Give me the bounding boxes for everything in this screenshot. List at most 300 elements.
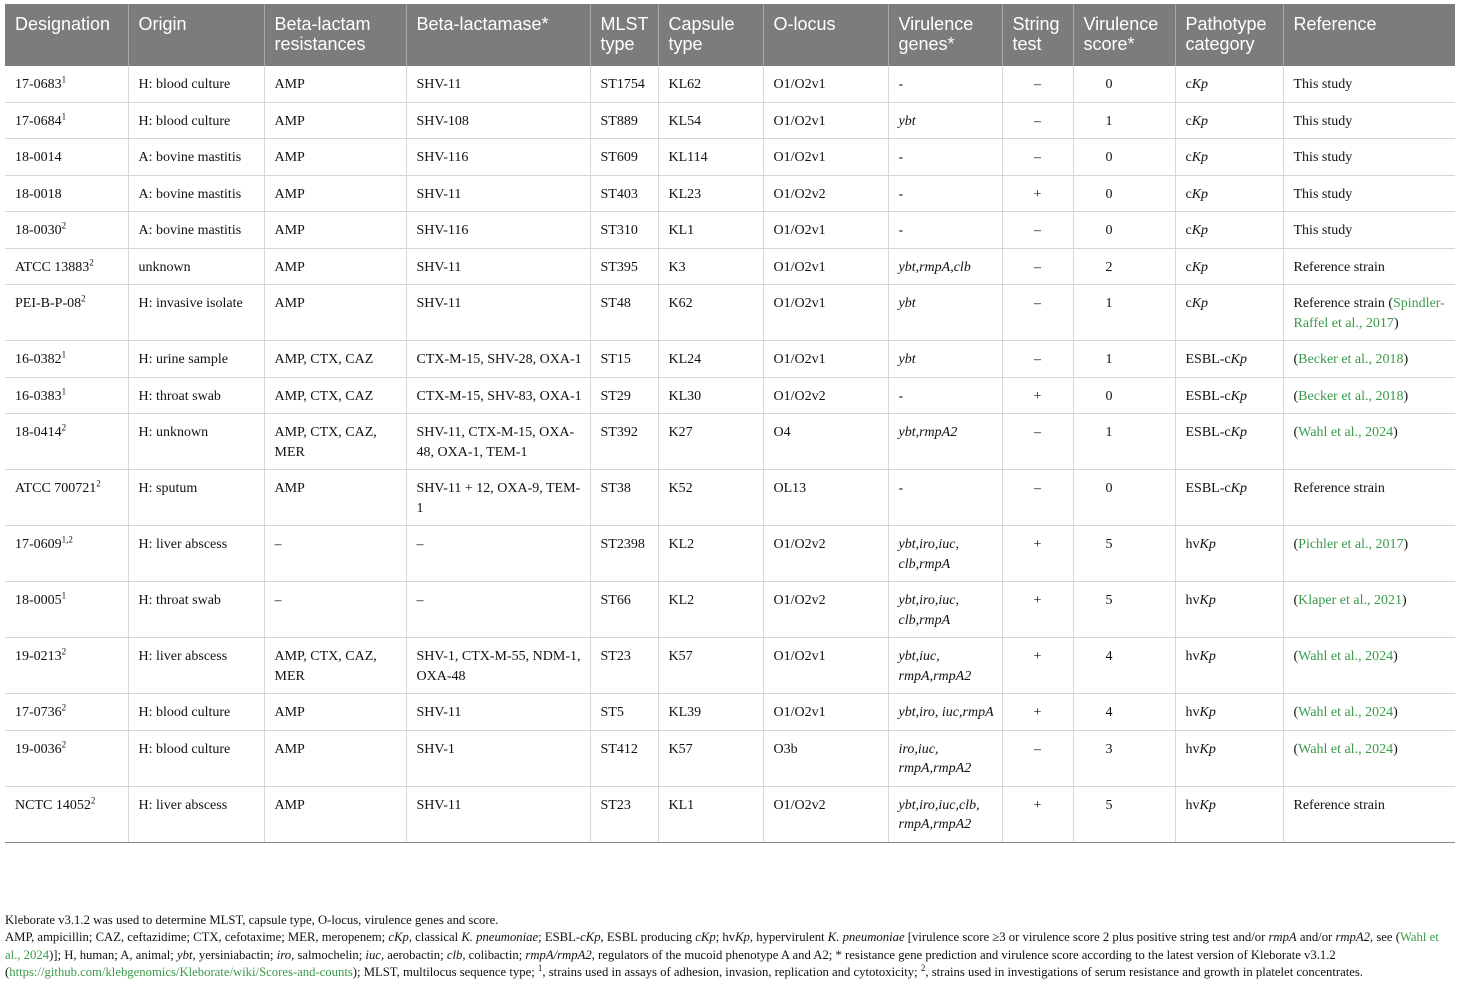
table-row — [5, 786, 1455, 842]
origin-cell: H: liver abscess — [128, 786, 264, 842]
pathotype-prefix: c — [1185, 259, 1192, 275]
virulence-genes-text: - — [898, 388, 904, 404]
mlst-cell: ST5 — [590, 694, 658, 731]
reference-link[interactable]: Becker et al., 2018 — [1298, 352, 1404, 367]
pathotype-cell — [1175, 377, 1283, 414]
designation-footnote-mark: 2 — [61, 422, 67, 433]
reference-cell — [1283, 470, 1455, 526]
pathotype-cell — [1175, 175, 1283, 212]
virulence-score-cell: 2 — [1073, 248, 1175, 285]
capsule-cell: K52 — [658, 470, 763, 526]
mlst-cell: ST29 — [590, 377, 658, 414]
o-locus-cell: O1/O2v2 — [763, 377, 888, 414]
virulence-score-cell: 1 — [1073, 341, 1175, 378]
pathotype-prefix: hv — [1185, 593, 1200, 608]
reference-link[interactable]: Klaper et al., 2021 — [1298, 593, 1402, 608]
designation-footnote-mark: 2 — [90, 794, 96, 805]
mlst-cell: ST889 — [590, 102, 658, 139]
pathotype-cell — [1175, 526, 1283, 582]
o-locus-cell: O1/O2v2 — [763, 582, 888, 638]
pathotype-kp: Kp — [1199, 797, 1216, 813]
mlst-cell: ST66 — [590, 582, 658, 638]
pathotype-kp: Kp — [1191, 150, 1209, 165]
designation-text: 19-0036 — [15, 741, 62, 757]
reference-prefix: ( — [1293, 649, 1299, 664]
virulence-genes-text: iro,iuc, rmpA,rmpA2 — [898, 741, 972, 776]
virulence-genes-text: - — [898, 150, 904, 165]
virulence-genes-text: ybt,rmpA,clb — [898, 259, 971, 275]
pathotype-prefix: ESBL-c — [1185, 425, 1231, 440]
designation-cell — [5, 66, 128, 102]
pathotype-cell — [1175, 414, 1283, 470]
table-row — [5, 66, 1455, 102]
virulence-score-cell: 0 — [1073, 377, 1175, 414]
virulence-score-cell: 3 — [1073, 730, 1175, 786]
capsule-cell: K57 — [658, 638, 763, 694]
designation-cell — [5, 526, 128, 582]
designation-text: 18-0014 — [15, 150, 62, 165]
virulence-genes-text: ybt — [898, 352, 916, 367]
string-test-cell: – — [1002, 66, 1073, 102]
designation-footnote-mark: 2 — [96, 478, 101, 489]
resistance-cell: – — [264, 526, 406, 582]
beta-lactamase-cell: – — [406, 526, 590, 582]
o-locus-cell: O1/O2v1 — [763, 638, 888, 694]
mlst-cell: ST609 — [590, 139, 658, 176]
resistance-cell: AMP, CTX, CAZ — [264, 341, 406, 378]
capsule-cell: K27 — [658, 414, 763, 470]
pathotype-kp: Kp — [1230, 388, 1247, 404]
beta-lactamase-cell: SHV-1, CTX-M-55, NDM-1, OXA-48 — [406, 638, 590, 694]
reference-link[interactable]: Wahl et al., 2024 — [1298, 425, 1394, 440]
table-footnotes — [5, 912, 1455, 982]
reference-suffix: Reference strain — [1293, 481, 1385, 496]
origin-cell: A: bovine mastitis — [128, 175, 264, 212]
pathotype-cell — [1175, 66, 1283, 102]
pathotype-cell — [1175, 285, 1283, 341]
header-row — [5, 4, 1455, 66]
origin-cell: H: invasive isolate — [128, 285, 264, 341]
reference-cell — [1283, 212, 1455, 249]
mlst-cell: ST15 — [590, 341, 658, 378]
pathotype-kp: Kp — [1191, 113, 1209, 129]
o-locus-cell: O1/O2v1 — [763, 341, 888, 378]
reference-link[interactable]: Wahl et al., 2024 — [1298, 649, 1394, 664]
reference-cell — [1283, 248, 1455, 285]
pathotype-kp: Kp — [1191, 296, 1209, 311]
mlst-cell: ST403 — [590, 175, 658, 212]
origin-cell: H: unknown — [128, 414, 264, 470]
pathotype-cell — [1175, 786, 1283, 842]
virulence-score-cell: 1 — [1073, 285, 1175, 341]
pathotype-prefix: hv — [1185, 705, 1200, 720]
virulence-genes-text: ybt,iro,iuc, clb,rmpA — [898, 593, 960, 628]
designation-cell — [5, 470, 128, 526]
reference-cell — [1283, 102, 1455, 139]
string-test-cell: + — [1002, 175, 1073, 212]
column-header: Beta-lactamase* — [406, 4, 590, 66]
resistance-cell: AMP — [264, 175, 406, 212]
reference-link[interactable]: Becker et al., 2018 — [1298, 388, 1404, 404]
designation-cell — [5, 341, 128, 378]
pathotype-kp: Kp — [1191, 223, 1209, 238]
virulence-genes-text: ybt,iuc, rmpA,rmpA2 — [898, 649, 972, 684]
pathotype-prefix: c — [1185, 113, 1192, 129]
capsule-cell: KL23 — [658, 175, 763, 212]
pathotype-prefix: hv — [1185, 649, 1200, 664]
designation-footnote-mark: 1 — [61, 385, 67, 396]
table-row — [5, 582, 1455, 638]
resistance-cell: AMP — [264, 102, 406, 139]
designation-text: 18-0030 — [15, 223, 62, 238]
footnote-line-1: Kleborate v3.1.2 was used to determine MLST, capsule type, O-locus, virulence genes and score. — [5, 913, 499, 927]
capsule-cell: K57 — [658, 730, 763, 786]
pathotype-kp: Kp — [1191, 259, 1209, 275]
designation-text: NCTC 14052 — [15, 797, 91, 813]
virulence-genes-cell — [888, 582, 1002, 638]
footnote-line-2: AMP, ampicillin; CAZ, ceftazidime; CTX, cefotaxime; MER, meropenem; cKp, classical K. pneumoniae; ESBL-cKp, ESBL producing cKp; hvKp, hypervirulent K. pneumoniae [virulence score ≥3 or virulence score 2 plus positive string test and/or rmpA and/or rmpA2, see (Wahl et al., 2024)]; H, human; A, animal; ybt, yersiniabactin; iro, salmochelin; iuc, aerobactin; clb, colibactin; rmpA/rmpA2, regulators of the mucoid phenotype A and A2; * resistance gene prediction and virulence score according to the latest version of Kleborate v3.1.2 (https://github.com/klebgenomics/Kleborate/wiki/Scores-and-counts); MLST, multilocus sequence type; $^1$, strains used in assays of adhesion, invasion, replication and cytotoxicity; $^2$, strains used in investigations of serum resistance and growth in platelet concentrates. — [5, 930, 1439, 980]
pathotype-cell — [1175, 638, 1283, 694]
resistance-cell: AMP — [264, 212, 406, 249]
o-locus-cell: O1/O2v1 — [763, 694, 888, 731]
reference-link[interactable]: Spindler-Raffel et al., 2017 — [1293, 296, 1445, 331]
origin-cell: H: throat swab — [128, 582, 264, 638]
virulence-genes-cell — [888, 470, 1002, 526]
mlst-cell: ST48 — [590, 285, 658, 341]
mlst-cell: ST23 — [590, 786, 658, 842]
reference-suffix: ) — [1401, 593, 1407, 608]
string-test-cell: – — [1002, 102, 1073, 139]
virulence-genes-text: ybt,iro,iuc, clb,rmpA — [898, 537, 960, 572]
reference-cell — [1283, 377, 1455, 414]
capsule-cell: KL114 — [658, 139, 763, 176]
beta-lactamase-cell: SHV-11 + 12, OXA-9, TEM-1 — [406, 470, 590, 526]
beta-lactamase-cell: CTX-M-15, SHV-83, OXA-1 — [406, 377, 590, 414]
o-locus-cell: O1/O2v2 — [763, 175, 888, 212]
virulence-score-cell: 0 — [1073, 212, 1175, 249]
designation-text: 17-0609 — [15, 537, 62, 552]
virulence-score-cell: 1 — [1073, 102, 1175, 139]
reference-cell — [1283, 582, 1455, 638]
virulence-genes-cell — [888, 285, 1002, 341]
reference-suffix: This study — [1293, 150, 1353, 165]
reference-suffix: This study — [1293, 186, 1353, 202]
designation-footnote-mark: 2 — [61, 702, 67, 713]
pathotype-prefix: hv — [1185, 537, 1200, 552]
o-locus-cell: O1/O2v1 — [763, 66, 888, 102]
column-header: MLST type — [590, 4, 658, 66]
pathotype-kp: Kp — [1230, 352, 1247, 367]
virulence-score-cell: 0 — [1073, 139, 1175, 176]
designation-cell — [5, 377, 128, 414]
virulence-genes-text: ybt — [898, 296, 916, 311]
table-row — [5, 694, 1455, 731]
origin-cell: A: bovine mastitis — [128, 139, 264, 176]
virulence-genes-cell — [888, 66, 1002, 102]
origin-cell: H: blood culture — [128, 730, 264, 786]
designation-footnote-mark: 2 — [61, 646, 67, 657]
pathotype-prefix: c — [1185, 223, 1192, 238]
capsule-cell: KL30 — [658, 377, 763, 414]
reference-suffix: ) — [1393, 705, 1398, 720]
resistance-cell: AMP — [264, 248, 406, 285]
reference-cell — [1283, 638, 1455, 694]
column-header: Reference — [1283, 4, 1455, 66]
virulence-genes-cell — [888, 212, 1002, 249]
designation-text: 18-0414 — [15, 425, 62, 440]
mlst-cell: ST412 — [590, 730, 658, 786]
beta-lactamase-cell: SHV-11, CTX-M-15, OXA-48, OXA-1, TEM-1 — [406, 414, 590, 470]
designation-text: 17-0684 — [15, 113, 62, 129]
designation-text: 18-0005 — [15, 593, 62, 608]
virulence-score-cell: 0 — [1073, 66, 1175, 102]
reference-prefix: ( — [1293, 352, 1299, 367]
string-test-cell: + — [1002, 638, 1073, 694]
string-test-cell: + — [1002, 694, 1073, 731]
virulence-genes-cell — [888, 414, 1002, 470]
table-row — [5, 212, 1455, 249]
pathotype-cell — [1175, 102, 1283, 139]
pathotype-kp: Kp — [1199, 705, 1216, 720]
reference-link[interactable]: Pichler et al., 2017 — [1298, 537, 1404, 552]
pathotype-prefix: ESBL-c — [1185, 352, 1231, 367]
reference-cell — [1283, 285, 1455, 341]
o-locus-cell: O1/O2v2 — [763, 526, 888, 582]
origin-cell: H: liver abscess — [128, 638, 264, 694]
beta-lactamase-cell: SHV-11 — [406, 786, 590, 842]
capsule-cell: KL62 — [658, 66, 763, 102]
virulence-score-cell: 4 — [1073, 638, 1175, 694]
capsule-cell: K62 — [658, 285, 763, 341]
pathotype-prefix: ESBL-c — [1185, 481, 1231, 496]
table-row — [5, 638, 1455, 694]
pathotype-cell — [1175, 470, 1283, 526]
o-locus-cell: O1/O2v1 — [763, 102, 888, 139]
designation-cell — [5, 212, 128, 249]
footnote-ref-link[interactable]: Wahl et al., 2024 — [5, 930, 1439, 962]
designation-text: 18-0018 — [15, 186, 62, 202]
designation-cell — [5, 694, 128, 731]
string-test-cell: + — [1002, 786, 1073, 842]
capsule-cell: KL2 — [658, 582, 763, 638]
beta-lactamase-cell: CTX-M-15, SHV-28, OXA-1 — [406, 341, 590, 378]
reference-link[interactable]: Wahl et al., 2024 — [1298, 741, 1394, 757]
virulence-genes-text: ybt,iro, iuc,rmpA — [898, 705, 994, 720]
string-test-cell: – — [1002, 341, 1073, 378]
reference-cell — [1283, 175, 1455, 212]
string-test-cell: – — [1002, 414, 1073, 470]
designation-footnote-mark: 1 — [61, 74, 67, 85]
designation-text: 17-0736 — [15, 705, 62, 720]
o-locus-cell: O1/O2v1 — [763, 248, 888, 285]
virulence-genes-cell — [888, 526, 1002, 582]
origin-cell: A: bovine mastitis — [128, 212, 264, 249]
resistance-cell: AMP — [264, 786, 406, 842]
pathotype-kp: Kp — [1191, 77, 1209, 92]
table-row — [5, 341, 1455, 378]
mlst-cell: ST2398 — [590, 526, 658, 582]
virulence-score-cell: 5 — [1073, 786, 1175, 842]
origin-cell: H: sputum — [128, 470, 264, 526]
pathotype-prefix: c — [1185, 186, 1192, 202]
column-header: O-locus — [763, 4, 888, 66]
reference-suffix: Reference strain — [1293, 259, 1385, 275]
mlst-cell: ST392 — [590, 414, 658, 470]
resistance-cell: AMP, CTX, CAZ — [264, 377, 406, 414]
table-container — [5, 4, 1455, 843]
pathotype-prefix: hv — [1185, 797, 1200, 813]
capsule-cell: K3 — [658, 248, 763, 285]
reference-link[interactable]: Wahl et al., 2024 — [1298, 705, 1394, 720]
o-locus-cell: O1/O2v1 — [763, 285, 888, 341]
reference-suffix: ) — [1403, 537, 1409, 552]
beta-lactamase-cell: SHV-11 — [406, 175, 590, 212]
beta-lactamase-cell: SHV-116 — [406, 212, 590, 249]
column-header: Beta-lactam resistances — [264, 4, 406, 66]
designation-text: ATCC 13883 — [15, 259, 90, 275]
column-header: Virulence score* — [1073, 4, 1175, 66]
table-row — [5, 730, 1455, 786]
column-header: String test — [1002, 4, 1073, 66]
reference-cell — [1283, 414, 1455, 470]
designation-footnote-mark: 2 — [81, 293, 86, 304]
virulence-genes-text: ybt,iro,iuc,clb, rmpA,rmpA2 — [898, 797, 980, 832]
pathotype-prefix: c — [1185, 77, 1192, 92]
pathotype-cell — [1175, 248, 1283, 285]
beta-lactamase-cell: SHV-108 — [406, 102, 590, 139]
pathotype-kp: Kp — [1199, 593, 1216, 608]
beta-lactamase-cell: SHV-116 — [406, 139, 590, 176]
string-test-cell: – — [1002, 470, 1073, 526]
virulence-score-cell: 5 — [1073, 582, 1175, 638]
reference-suffix: ) — [1393, 315, 1399, 331]
virulence-genes-cell — [888, 248, 1002, 285]
designation-cell — [5, 582, 128, 638]
resistance-cell: AMP, CTX, CAZ, MER — [264, 638, 406, 694]
o-locus-cell: O1/O2v1 — [763, 212, 888, 249]
virulence-genes-text: - — [898, 77, 904, 92]
designation-footnote-mark: 1 — [61, 349, 67, 360]
reference-suffix: ) — [1403, 352, 1409, 367]
table-row — [5, 139, 1455, 176]
designation-footnote-mark: 2 — [61, 220, 67, 231]
virulence-genes-cell — [888, 341, 1002, 378]
strain-table — [5, 4, 1455, 843]
pathotype-cell — [1175, 694, 1283, 731]
reference-cell — [1283, 730, 1455, 786]
designation-cell — [5, 248, 128, 285]
pathotype-cell — [1175, 730, 1283, 786]
virulence-genes-text: ybt — [898, 113, 916, 129]
designation-cell — [5, 285, 128, 341]
kleborate-url-link[interactable]: https://github.com/klebgenomics/Kleborate/wiki/Scores-and-counts — [9, 965, 353, 980]
reference-prefix: ( — [1293, 593, 1299, 608]
virulence-genes-text: - — [898, 481, 904, 496]
designation-footnote-mark: 1,2 — [61, 534, 73, 545]
reference-prefix: ( — [1293, 388, 1299, 404]
column-header: Capsule type — [658, 4, 763, 66]
reference-suffix: Reference strain — [1293, 797, 1385, 813]
designation-cell — [5, 102, 128, 139]
column-header: Pathotype category — [1175, 4, 1283, 66]
beta-lactamase-cell: SHV-1 — [406, 730, 590, 786]
origin-cell: H: blood culture — [128, 102, 264, 139]
pathotype-kp: Kp — [1199, 537, 1216, 552]
string-test-cell: – — [1002, 730, 1073, 786]
pathotype-cell — [1175, 139, 1283, 176]
reference-suffix: This study — [1293, 223, 1353, 238]
string-test-cell: + — [1002, 377, 1073, 414]
origin-cell: H: blood culture — [128, 66, 264, 102]
mlst-cell: ST23 — [590, 638, 658, 694]
table-body — [5, 66, 1455, 842]
mlst-cell: ST310 — [590, 212, 658, 249]
capsule-cell: KL2 — [658, 526, 763, 582]
string-test-cell: – — [1002, 212, 1073, 249]
resistance-cell: AMP — [264, 66, 406, 102]
pathotype-prefix: c — [1185, 296, 1192, 311]
designation-cell — [5, 175, 128, 212]
beta-lactamase-cell: SHV-11 — [406, 248, 590, 285]
designation-text: PEI-B-P-08 — [15, 296, 82, 311]
resistance-cell: – — [264, 582, 406, 638]
virulence-genes-cell — [888, 102, 1002, 139]
designation-footnote-mark: 2 — [61, 738, 67, 749]
capsule-cell: KL39 — [658, 694, 763, 731]
reference-cell — [1283, 341, 1455, 378]
reference-cell — [1283, 526, 1455, 582]
virulence-genes-text: ybt,rmpA2 — [898, 425, 958, 440]
pathotype-prefix: c — [1185, 150, 1192, 165]
reference-suffix: ) — [1393, 741, 1398, 757]
o-locus-cell: O1/O2v2 — [763, 786, 888, 842]
reference-prefix: ( — [1293, 425, 1299, 440]
reference-suffix: ) — [1403, 388, 1409, 404]
o-locus-cell: O3b — [763, 730, 888, 786]
table-row — [5, 414, 1455, 470]
reference-prefix: ( — [1293, 741, 1299, 757]
reference-cell — [1283, 139, 1455, 176]
origin-cell: H: urine sample — [128, 341, 264, 378]
designation-footnote-mark: 1 — [61, 590, 67, 601]
column-header: Designation — [5, 4, 128, 66]
virulence-score-cell: 0 — [1073, 470, 1175, 526]
origin-cell: H: blood culture — [128, 694, 264, 731]
column-header: Virulence genes* — [888, 4, 1002, 66]
virulence-genes-cell — [888, 175, 1002, 212]
string-test-cell: + — [1002, 582, 1073, 638]
table-row — [5, 285, 1455, 341]
capsule-cell: KL54 — [658, 102, 763, 139]
virulence-genes-cell — [888, 694, 1002, 731]
pathotype-prefix: ESBL-c — [1185, 388, 1231, 404]
capsule-cell: KL24 — [658, 341, 763, 378]
string-test-cell: – — [1002, 139, 1073, 176]
column-header: Origin — [128, 4, 264, 66]
reference-suffix: ) — [1393, 649, 1398, 664]
pathotype-cell — [1175, 582, 1283, 638]
table-row — [5, 377, 1455, 414]
virulence-genes-text: - — [898, 186, 904, 202]
designation-footnote-mark: 1 — [61, 110, 67, 121]
beta-lactamase-cell: SHV-11 — [406, 694, 590, 731]
origin-cell: H: throat swab — [128, 377, 264, 414]
pathotype-cell — [1175, 341, 1283, 378]
string-test-cell: + — [1002, 526, 1073, 582]
virulence-score-cell: 1 — [1073, 414, 1175, 470]
table-row — [5, 526, 1455, 582]
pathotype-kp: Kp — [1199, 741, 1216, 757]
